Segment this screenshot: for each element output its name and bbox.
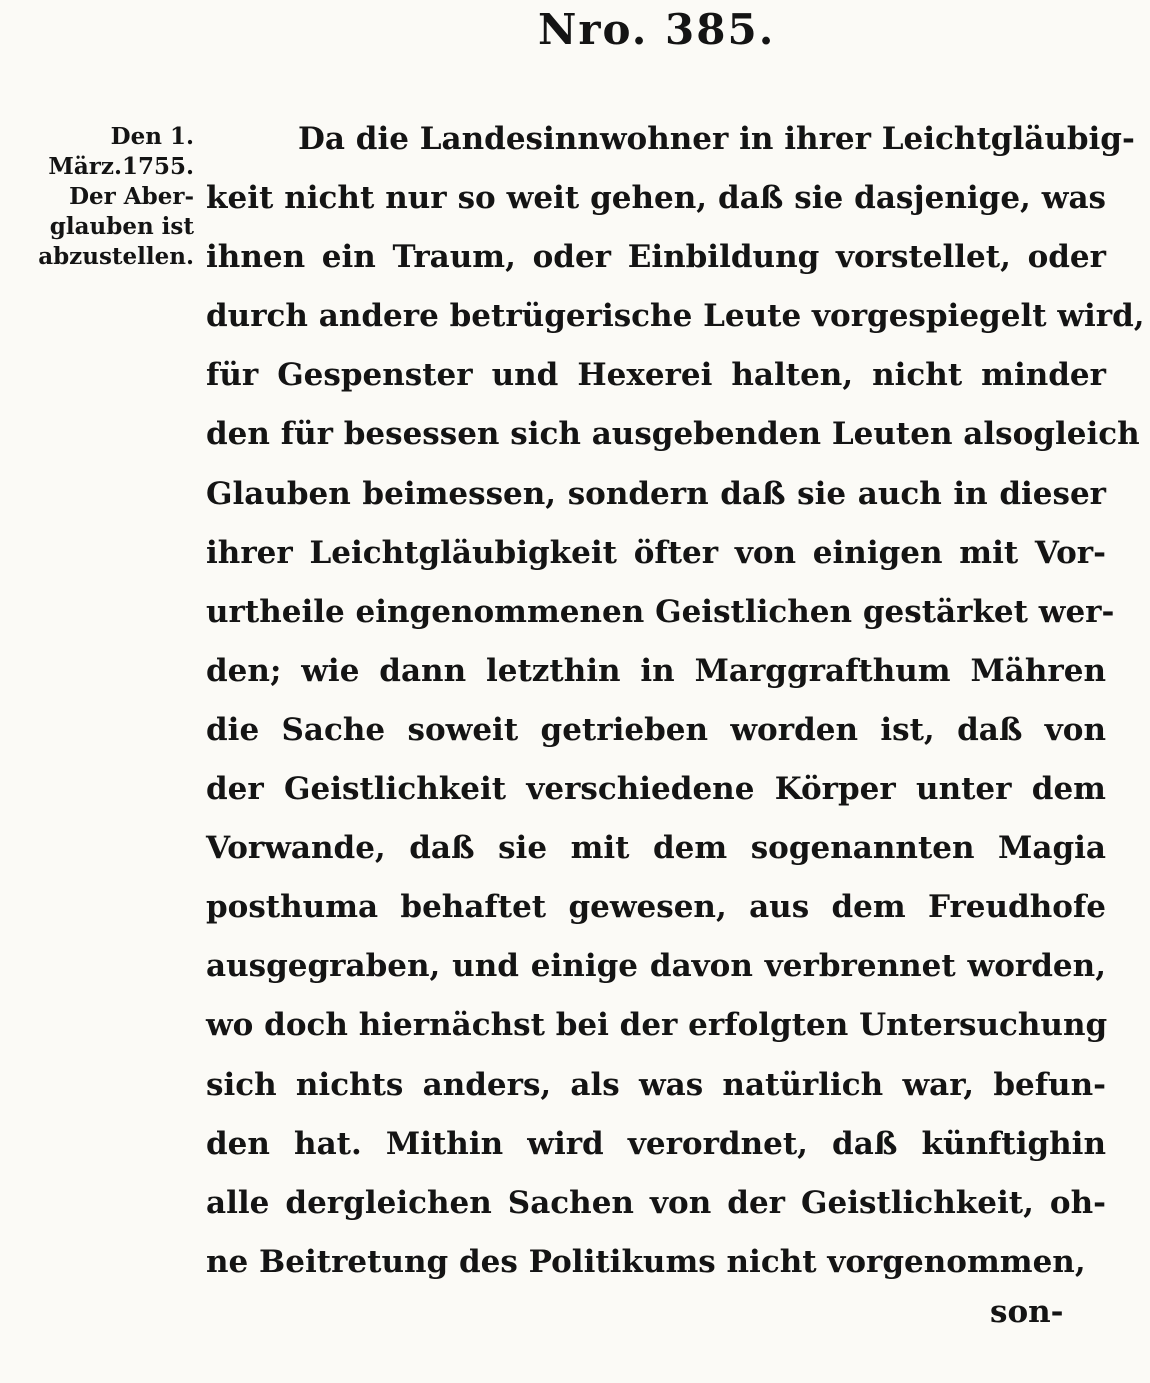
- text-line: Glauben beimessen, sondern daß sie auch in dieser: [206, 475, 1106, 512]
- text-line: der Geistlichkeit verschiedene Körper unter dem: [206, 771, 1106, 808]
- page-number: Nro. 385.: [538, 5, 776, 54]
- margin-note-line: Der Aber-: [69, 183, 194, 210]
- text-line: die Sache soweit getrieben worden ist, daß von: [206, 711, 1106, 748]
- text-line: urtheile eingenommenen Geistlichen gestärket wer-: [206, 593, 1115, 630]
- text-line: ihrer Leichtgläubigkeit öfter von einigen mit Vor-: [206, 534, 1106, 571]
- text-line: Da die Landesinnwohner in ihrer Leichtgläubig-: [298, 121, 1135, 157]
- text-line: den hat. Mithin wird verordnet, daß künftighin: [206, 1125, 1106, 1162]
- text-line: ausgegraben, und einige davon verbrennet worden,: [206, 948, 1106, 985]
- text-line: alle dergleichen Sachen von der Geistlichkeit, oh-: [206, 1184, 1106, 1221]
- text-line: für Gespenster und Hexerei halten, nicht minder: [206, 357, 1106, 394]
- text-line: posthuma behaftet gewesen, aus dem Freudhofe: [206, 889, 1106, 926]
- text-line: sich nichts anders, als was natürlich war, befun-: [206, 1066, 1106, 1103]
- margin-note-line: Den 1.: [110, 123, 194, 150]
- text-line: den; wie dann letzthin in Marggrafthum Mähren: [206, 652, 1106, 689]
- text-line: wo doch hiernächst bei der erfolgten Untersuchung: [206, 1007, 1108, 1044]
- text-line: ihnen ein Traum, oder Einbildung vorstellet, oder: [206, 239, 1106, 276]
- text-line: den für besessen sich ausgebenden Leuten alsogleich: [206, 416, 1140, 453]
- catchword: son-: [990, 1294, 1064, 1330]
- text-line: durch andere betrügerische Leute vorgespiegelt wird,: [206, 298, 1145, 335]
- margin-note-line: März.1755.: [48, 153, 194, 180]
- margin-note-line: abzustellen.: [38, 243, 194, 270]
- text-line: ne Beitretung des Politikums nicht vorgenommen,: [206, 1243, 1086, 1280]
- text-line: keit nicht nur so weit gehen, daß sie dasjenige, was: [206, 180, 1106, 217]
- body-text: [206, 110, 1145, 1292]
- margin-note-line: glauben ist: [49, 213, 194, 240]
- margin-note: [14, 122, 194, 272]
- text-line: Vorwande, daß sie mit dem sogenannten Magia: [206, 830, 1106, 867]
